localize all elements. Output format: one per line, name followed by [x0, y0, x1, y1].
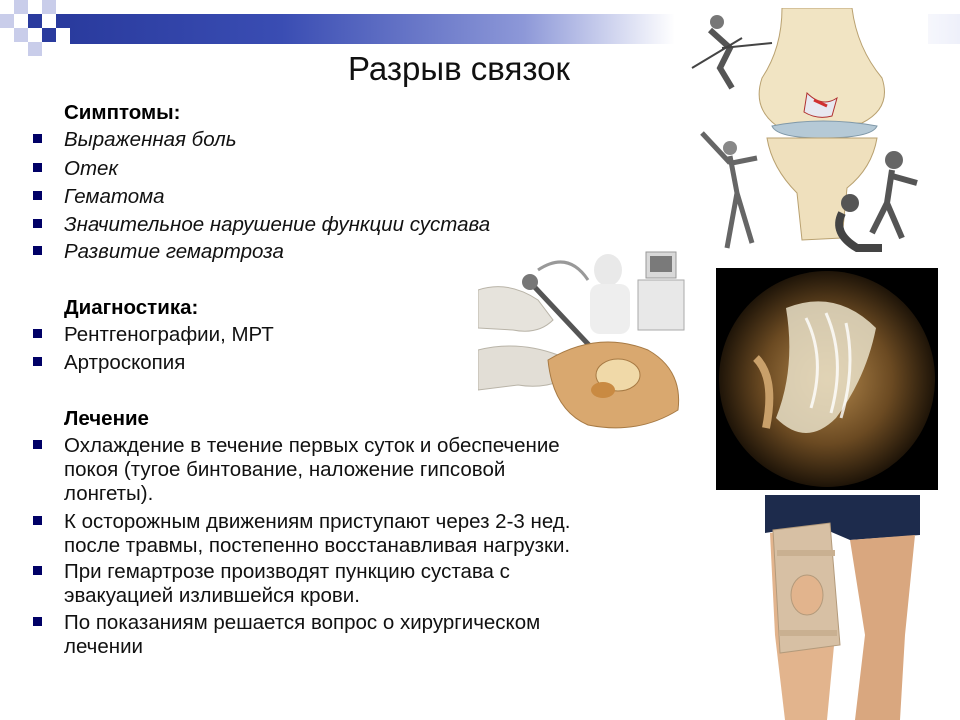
bullet-icon [33, 191, 42, 200]
bullet-icon [33, 219, 42, 228]
treatment-line: К осторожным движениям приступают через 2-3 нед. [64, 510, 571, 533]
treatment-line: По показаниям решается вопрос о хирургическом [64, 611, 541, 634]
symptom-item: Гематома [64, 185, 165, 208]
treatment-heading: Лечение [64, 407, 149, 430]
diagnostic-item: Рентгенографии, МРТ [64, 323, 274, 346]
symptom-item: Отек [64, 157, 119, 180]
header-bar [70, 14, 675, 44]
treatment-line: эвакуацией излившейся крови. [64, 584, 360, 607]
treatment-line: лонгеты). [64, 482, 154, 505]
bullet-icon [33, 357, 42, 366]
treatment-item [64, 560, 510, 608]
bullet-icon [33, 566, 42, 575]
bullet-icon [33, 617, 42, 626]
symptom-item: Значительное нарушение функции сустава [64, 213, 491, 236]
arthroscopic-view-icon [716, 268, 938, 490]
symptoms-heading: Симптомы: [64, 101, 181, 124]
treatment-item [64, 611, 540, 659]
treatment-item [64, 510, 570, 558]
symptom-item: Развитие гемартроза [64, 240, 284, 263]
bullet-icon [33, 440, 42, 449]
knee-brace-photo-icon [755, 495, 925, 720]
treatment-line: покоя (тугое бинтование, наложение гипсовой [64, 458, 506, 481]
bullet-icon [33, 516, 42, 525]
slide-title: Разрыв связок [348, 50, 570, 87]
arthroscopy-procedure-icon [478, 240, 690, 440]
treatment-line: после травмы, постепенно восстанавливая нагрузки. [64, 534, 571, 557]
symptom-item: Выраженная боль [64, 128, 237, 151]
knee-joint-illustration-icon [682, 8, 928, 260]
bullet-icon [33, 246, 42, 255]
diagnostics-heading: Диагностика: [64, 296, 199, 319]
treatment-item [64, 434, 560, 506]
bullet-icon [33, 163, 42, 172]
bullet-icon [33, 329, 42, 338]
bullet-icon [33, 134, 42, 143]
treatment-line: При гемартрозе производят пункцию сустава с [64, 560, 510, 583]
treatment-line: лечении [64, 635, 143, 658]
treatment-line: Охлаждение в течение первых суток и обеспечение [64, 434, 560, 457]
diagnostic-item: Артроскопия [64, 351, 186, 374]
